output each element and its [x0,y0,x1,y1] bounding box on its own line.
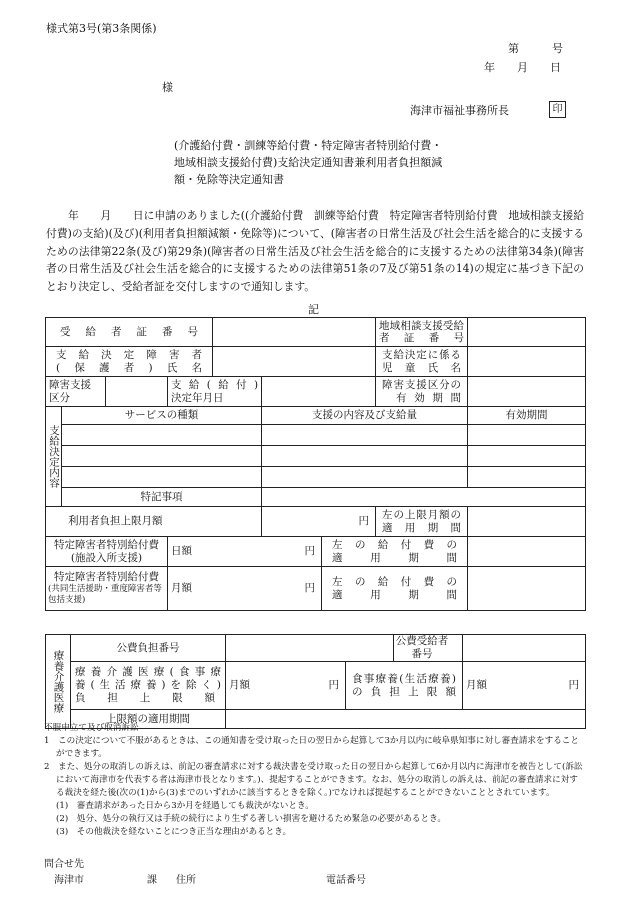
medical-cap-line1: 療養介護医療(食事療 [75,666,221,678]
benefit-period-label-2 [322,567,468,611]
valid-period-header: 有効期間 [468,407,586,425]
cap-period-label-line1: 左の上限月額の [382,508,462,521]
special-benefit-group-line1: 特定障害者特別給付費 [54,571,159,583]
cap-period-label-line2: 適用期間 [382,521,462,534]
public-recipient-number-label [394,635,463,662]
service-type-header: サービスの種類 [62,407,262,425]
title-line-1: (介護給付費・訓練等給付費・特定障害者特別給付費・ [174,139,443,152]
meal-cap-label [346,662,463,710]
support-content-cell [262,467,468,488]
meal-cap-monthly-label: 月額 [466,679,487,691]
support-class-value [106,377,168,407]
note-item-1: (1) 審査請求があった日から3か月を経過しても裁決がないとき。 [56,801,314,811]
recipient-number-label: 受給者証番号 [46,318,213,347]
special-notes-label: 特記事項 [62,488,262,507]
issuer-name: 海津市福祉事務所長 [410,104,509,117]
medical-cap-line3: 負担上限額 [75,692,215,704]
form-id: 様式第3号(第3条関係) [46,22,157,35]
support-class-label-line2: 区分 [49,391,70,404]
note-1: 1 この決定について不服があるときは、この通知書を受け取った日の翌日から起算して3か月以内に岐阜県知事に対し審査請求をすることができます。 [44,736,579,759]
special-benefit-facility-label [46,537,168,567]
support-period-label-line1: 障害支援区分の [382,378,462,391]
note-2: 2 また、処分の取消しの訴えは、前記の審査請求に対する裁決書を受け取った日の翌日から起算して6か月以内に海津市を被告として(訴訟において海津市を代表する者は海津市長となります。)、提起することができます。なお、処分の取消しの訴えは、前記の審査請求に対する裁決を経た後(次の(1)から(3)までのいずれかに該当するときを除く。)でなければ提起することができないこととされています。 [44,762,583,798]
notes-heading: 不服申立て及び取消訴訟 [44,723,139,733]
valid-period-cell [468,467,586,488]
user-cap-label: 利用者負担上限月額 [46,507,262,537]
benefit-period-label [322,537,468,567]
official-seal: 印 [549,101,566,118]
service-type-cell [62,467,262,488]
benefit-period-label-line2: 適用期間 [332,551,458,564]
person-label-line2: (保護者)氏名 [56,361,203,374]
title-line-2: 地域相談支援給付費)支給決定通知書兼利用者負担額減 [174,156,443,169]
cap-period-value [468,507,586,537]
support-content-cell [262,446,468,467]
meal-cap-amount [463,662,586,710]
medical-cap-amount [226,662,346,710]
child-label-line1: 支給決定に係る [382,348,462,361]
medical-cap-monthly-label: 月額 [229,679,250,691]
regional-recipient-number-label [376,318,468,347]
user-cap-yen: 円 [262,507,376,537]
document-title [174,137,442,188]
support-class-label [46,377,106,407]
support-period-value [468,377,586,407]
daily-amount-label: 日額 [171,545,192,557]
daily-amount-yen: 円 [304,545,316,557]
support-period-label-line2: 有効期間 [396,391,462,404]
contact-phone-label: 電話番号 [326,875,366,886]
issue-date-label: 年 月 日 [484,61,561,74]
child-name-value [468,347,586,377]
special-benefit-group-label [46,567,168,611]
title-line-3: 額・免除等決定通知書 [174,173,284,186]
addressee-suffix: 様 [162,81,173,94]
service-type-cell [62,425,262,446]
recipient-number-value [213,318,376,347]
contact-address-label: 住所 [176,875,196,886]
contact-heading: 問合せ先 [44,859,84,870]
child-label [376,347,468,377]
contact-city: 海津市 [54,875,84,886]
benefit-period-label-line1: 左の給付費の [332,538,458,551]
person-label-line1: 支給決定障害者 [56,348,203,361]
decision-date-label-line2: 決定年月日 [171,391,224,404]
monthly-amount-cell [168,567,322,611]
meal-cap-yen: 円 [568,679,579,691]
medical-care-section [46,635,71,729]
appeal-notes [44,722,584,839]
service-type-cell [62,446,262,467]
decision-date-value [262,377,376,407]
special-notes-value [262,488,586,507]
decision-date-label-line1: 支給(給付) [171,378,259,391]
public-payer-number-label: 公費負担番号 [71,635,226,662]
person-name-value [213,347,376,377]
medical-cap-yen: 円 [328,679,339,691]
decision-body-text: 年 月 日に申請のありました((介護給付費 訓練等給付費 特定障害者特別給付費 地域相談支援給付費)の支給)(及び)(利用者負担額減額・免除等)について、(障害者の日常生活及び社会生活を総合的に支援するための法律第22条(及び)第29条)(障害者の日常生活及び社会生活を総合的に支援するための法律第34条)(障害者の日常生活及び社会生活を総合的に支援するための法律第51条の7及び第51条の14)の規定に基づき下記のとおり決定し、受給者証を交付しますので通知します。 [46,209,584,294]
ki-heading: 記 [308,303,319,316]
medical-cap-line2: 養(生活療養)を除く) [75,679,221,691]
monthly-amount-yen: 円 [304,582,316,594]
medical-cap-label [71,662,226,710]
regional-recipient-number-label-text: 地域相談支援受給者証番号 [379,320,465,344]
person-label [46,347,213,377]
decision-date-label [168,377,262,407]
decision-content-section [46,407,62,507]
meal-cap-line1: 食事療養(生活療養) [352,672,456,685]
public-recipient-number-value [463,635,586,662]
cap-apply-period-label: 上限額の適用期間 [71,710,226,729]
decision-table [45,317,586,611]
cap-period-label [376,507,468,537]
monthly-amount-label: 月額 [171,582,192,594]
support-period-label [376,377,468,407]
special-benefit-facility-line1: 特定障害者特別給付費 [54,538,159,551]
medical-care-section-label: 療養介護医療 [52,650,65,713]
meal-cap-line2: の負担上限額 [352,685,456,698]
benefit-period-label-2-line2: 適用期間 [332,588,458,601]
child-label-line2: 児童氏名 [382,361,462,374]
contact-division: 課 [147,875,157,886]
note-item-2: (2) 処分、処分の執行又は手続の続行により生ずる著しい損害を避けるため緊急の必要があるとき。 [56,814,446,824]
document-number-label: 第 号 [508,42,563,55]
decision-content-label: 支給決定内容 [48,425,60,488]
special-benefit-group-line2: (共同生活援助・重度障害者等包括支援) [48,584,162,605]
benefit-period-value [468,537,586,567]
benefit-period-value-2 [468,567,586,611]
note-item-3: (3) その他裁決を経ないことにつき正当な理由があるとき。 [56,827,292,837]
public-payer-number-value [226,635,394,662]
benefit-period-label-2-line1: 左の給付費の [332,575,458,588]
daily-amount-cell [168,537,322,567]
medical-care-table [45,634,586,729]
public-recipient-number-text: 公費受給者番号 [395,635,449,660]
special-benefit-facility-line2: (施設入所支援) [70,551,143,564]
regional-recipient-number-value [468,318,586,347]
support-class-label-line1: 障害支援 [49,378,91,391]
valid-period-cell [468,446,586,467]
support-content-header: 支援の内容及び支給量 [262,407,468,425]
valid-period-cell [468,425,586,446]
support-content-cell [262,425,468,446]
